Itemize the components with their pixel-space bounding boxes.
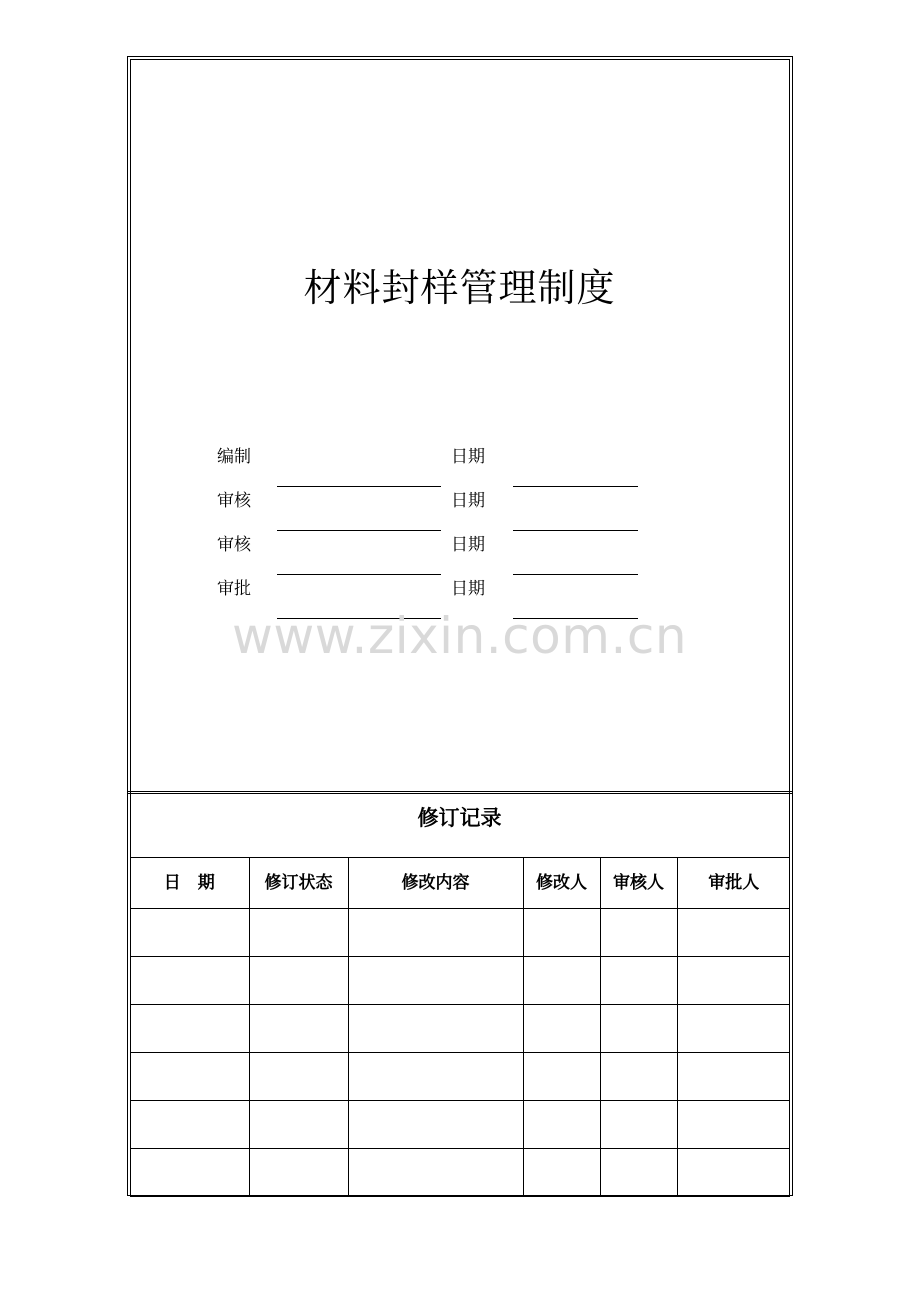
signoff-date-label: 日期 [451,535,485,555]
table-cell [130,957,249,1005]
table-cell [249,909,348,957]
table-cell [130,1053,249,1101]
watermark: www.zixin.com.cn [231,607,688,665]
table-row [130,957,790,1005]
signoff-role-label: 审核 [217,491,251,511]
table-cell [677,957,790,1005]
column-header-content: 修改内容 [348,858,523,909]
signoff-role-line [277,486,441,487]
table-cell [348,1101,523,1149]
table-cell [249,1005,348,1053]
table-cell [523,1005,600,1053]
table-cell [130,1101,249,1149]
signoff-date-line [513,530,638,531]
revision-header-row [130,858,790,909]
table-cell [130,1005,249,1053]
section-divider-bottom [127,793,793,794]
table-cell [523,1149,600,1197]
revision-title: 修订记录 [417,806,502,830]
column-header-reviewer: 审核人 [600,858,677,909]
signoff-date-line [513,486,638,487]
table-cell [677,1101,790,1149]
column-header-modifier: 修改人 [523,858,600,909]
table-row [130,1053,790,1101]
signoff-role-label: 编制 [217,447,251,467]
signoff-date-label: 日期 [451,579,485,599]
signoff-date-label: 日期 [451,491,485,511]
table-cell [523,1101,600,1149]
document-title: 材料封样管理制度 [303,266,616,310]
table-cell [130,909,249,957]
table-cell [348,957,523,1005]
signoff-date-line [513,574,638,575]
column-header-date: 日 期 [130,858,249,909]
table-cell [348,1149,523,1197]
table-row [130,909,790,957]
table-cell [249,1053,348,1101]
table-cell [677,909,790,957]
table-row [130,1149,790,1197]
table-cell [348,1053,523,1101]
section-divider-top [127,791,793,792]
table-cell [600,909,677,957]
signoff-date-label: 日期 [451,447,485,467]
table-cell [348,909,523,957]
table-cell [523,957,600,1005]
signoff-role-label: 审批 [217,579,251,599]
table-cell [130,1149,249,1197]
table-cell [600,1005,677,1053]
table-cell [677,1149,790,1197]
table-cell [600,957,677,1005]
table-cell [600,1053,677,1101]
table-cell [523,1053,600,1101]
table-row [130,1101,790,1149]
table-cell [249,1101,348,1149]
revision-table [130,857,790,1197]
column-header-approver: 审批人 [677,858,790,909]
table-cell [249,957,348,1005]
signoff-role-line [277,574,441,575]
table-cell [348,1005,523,1053]
signoff-role-label: 审核 [217,535,251,555]
table-cell [677,1053,790,1101]
table-cell [523,909,600,957]
column-header-status: 修订状态 [249,858,348,909]
signoff-role-line [277,530,441,531]
table-row [130,1005,790,1053]
table-cell [249,1149,348,1197]
table-cell [600,1149,677,1197]
table-cell [600,1101,677,1149]
table-cell [677,1005,790,1053]
